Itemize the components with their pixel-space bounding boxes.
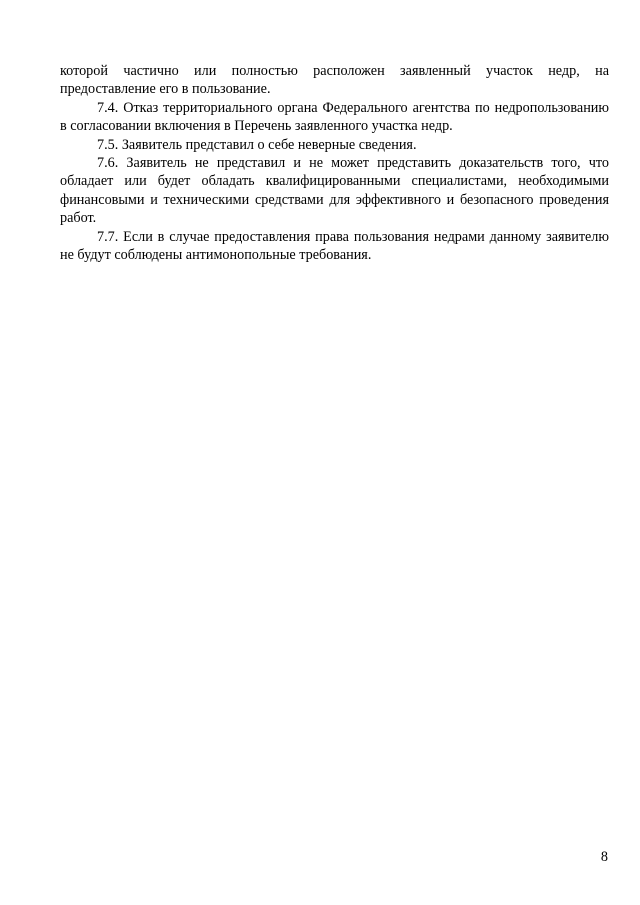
paragraph-7-4: 7.4. Отказ территориального органа Федерального агентства по недропользованию в согласовании включения в Перечень заявленного участка недр. — [60, 99, 609, 135]
page-number: 8 — [600, 849, 608, 865]
paragraph-7-5: 7.5. Заявитель представил о себе неверные сведения. — [97, 136, 417, 153]
paragraph-continuation: которой частично или полностью расположен заявленный участок недр, на предоставление его в пользование. — [60, 63, 609, 98]
paragraph-7-7: 7.7. Если в случае предоставления права пользования недрами данному заявителю не будут соблюдены антимонопольные требования. — [60, 228, 609, 264]
paragraph-7-6: 7.6. Заявитель не представил и не может представить доказательств того, что обладает или будет обладать квалифицированными специалистами, необходимыми финансовыми и техническими средствами для эффективного и безопасного проведения работ. — [60, 155, 609, 227]
body-text — [60, 62, 609, 264]
